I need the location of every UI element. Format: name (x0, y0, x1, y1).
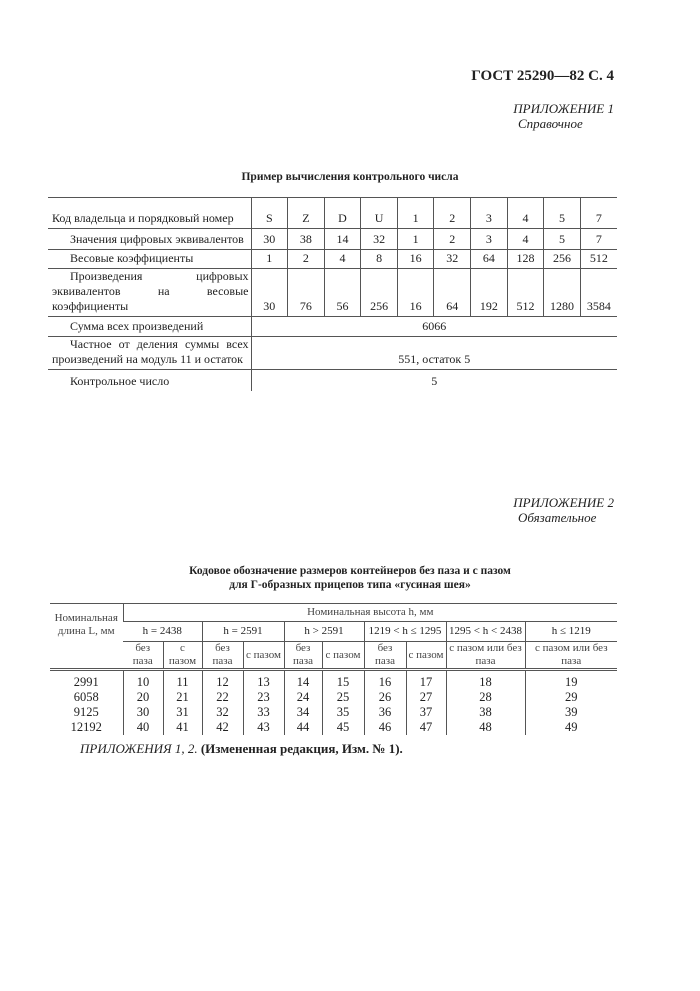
cell: 1 (397, 198, 434, 229)
cell: 30 (251, 229, 288, 250)
table-row (48, 198, 617, 229)
cell: 2 (434, 198, 471, 229)
cell: 8 (361, 250, 398, 269)
cell: 2 (288, 250, 325, 269)
quotient-value: 551, остаток 5 (251, 337, 617, 370)
groove-type: без паза (364, 642, 406, 670)
groove-type: без паза (123, 642, 163, 670)
quotient-row (48, 337, 617, 370)
cell: 76 (288, 269, 325, 317)
cell: 30 (251, 269, 288, 317)
code-cell: 11 (163, 670, 202, 690)
cell: 7 (580, 198, 617, 229)
container-size-code-table (50, 603, 617, 735)
code-cell: 31 (163, 705, 202, 720)
cell: 3584 (580, 269, 617, 317)
code-cell: 48 (446, 720, 525, 735)
cell: 512 (580, 250, 617, 269)
code-cell: 46 (364, 720, 406, 735)
cell: 32 (361, 229, 398, 250)
table-row (50, 720, 617, 735)
sum-label: Сумма всех произведений (48, 317, 251, 337)
code-cell: 17 (406, 670, 446, 690)
appendix1-label: ПРИЛОЖЕНИЕ 1 (513, 101, 614, 116)
sum-row (48, 317, 617, 337)
code-cell: 10 (123, 670, 163, 690)
cell: 5 (544, 198, 581, 229)
cell: 128 (507, 250, 544, 269)
groove-type: с пазом (406, 642, 446, 670)
code-cell: 13 (243, 670, 284, 690)
height-group: h ≤ 1219 (525, 622, 617, 642)
control-label: Контрольное число (70, 373, 170, 388)
note-bold: (Измененная редакция, Изм. № 1). (200, 741, 403, 756)
table-row (48, 229, 617, 250)
cell: 512 (507, 269, 544, 317)
code-cell: 39 (525, 705, 617, 720)
cell: 64 (434, 269, 471, 317)
appendix2-title-2: для Г-образных прицепов типа «гусиная шея» (229, 579, 471, 591)
code-cell: 38 (446, 705, 525, 720)
length-cell: 6058 (73, 689, 99, 704)
code-cell: 26 (364, 690, 406, 705)
cell: 256 (544, 250, 581, 269)
cell: 3 (471, 198, 508, 229)
code-cell: 36 (364, 705, 406, 720)
code-cell: 27 (406, 690, 446, 705)
code-cell: 24 (284, 690, 322, 705)
code-cell: 23 (243, 690, 284, 705)
cell: 16 (397, 250, 434, 269)
cell: D (324, 198, 361, 229)
row-label: Значения цифровых эквивалентов (48, 229, 251, 250)
cell: 1 (397, 229, 434, 250)
appendix2-title-1: Кодовое обозначение размеров контейнеров без паза и с пазом (189, 565, 511, 577)
groove-type: с пазом (163, 642, 202, 670)
cell: U (361, 198, 398, 229)
code-cell: 45 (322, 720, 364, 735)
code-cell: 41 (163, 720, 202, 735)
cell: 16 (397, 269, 434, 317)
cell: 64 (471, 250, 508, 269)
code-cell: 33 (243, 705, 284, 720)
code-cell: 32 (202, 705, 243, 720)
height-group: h = 2438 (123, 622, 202, 642)
code-cell: 18 (446, 670, 525, 690)
cell: Z (288, 198, 325, 229)
code-cell: 30 (123, 705, 163, 720)
groove-type: с пазом (322, 642, 364, 670)
code-cell: 47 (406, 720, 446, 735)
cell: 4 (324, 250, 361, 269)
table-row (48, 250, 617, 269)
code-cell: 16 (364, 670, 406, 690)
amendment-note (80, 741, 403, 757)
code-cell: 34 (284, 705, 322, 720)
appendix1-type: Справочное (518, 116, 583, 131)
length-cell: 12192 (70, 719, 102, 734)
table-row (50, 690, 617, 705)
length-header: Номинальная длина L, мм (50, 604, 123, 670)
code-cell: 40 (123, 720, 163, 735)
code-cell: 22 (202, 690, 243, 705)
code-cell: 35 (322, 705, 364, 720)
control-value: 5 (251, 370, 617, 391)
height-group: h > 2591 (284, 622, 364, 642)
cell: 14 (324, 229, 361, 250)
height-group: 1295 < h < 2438 (446, 622, 525, 642)
code-cell: 15 (322, 670, 364, 690)
height-header: Номинальная высота h, мм (123, 604, 617, 622)
note-italic: ПРИЛОЖЕНИЯ 1, 2. (80, 741, 198, 756)
height-group: h = 2591 (202, 622, 284, 642)
sum-value: 6066 (251, 317, 617, 337)
cell: 1 (251, 250, 288, 269)
table-row (50, 705, 617, 720)
groove-type: с пазом (243, 642, 284, 670)
control-number-table (48, 197, 617, 391)
groove-type: с пазом или без паза (525, 642, 617, 670)
length-cell: 9125 (73, 704, 99, 719)
cell: 32 (434, 250, 471, 269)
page-header: ГОСТ 25290—82 С. 4 (471, 68, 614, 84)
height-group: 1219 < h ≤ 1295 (364, 622, 446, 642)
cell: 38 (288, 229, 325, 250)
code-cell: 44 (284, 720, 322, 735)
cell: 7 (580, 229, 617, 250)
code-cell: 25 (322, 690, 364, 705)
cell: 2 (434, 229, 471, 250)
code-cell: 28 (446, 690, 525, 705)
table-row (48, 269, 617, 317)
code-cell: 29 (525, 690, 617, 705)
header-row (50, 604, 617, 622)
appendix2-label: ПРИЛОЖЕНИЕ 2 (513, 495, 614, 510)
groove-type: с пазом или без паза (446, 642, 525, 670)
cell: 1280 (544, 269, 581, 317)
subheader-row (50, 642, 617, 670)
length-cell: 2991 (73, 674, 99, 689)
code-cell: 49 (525, 720, 617, 735)
cell: 4 (507, 198, 544, 229)
appendix2-type: Обязательное (518, 510, 597, 525)
code-cell: 14 (284, 670, 322, 690)
appendix1-title: Пример вычисления контрольного числа (241, 171, 459, 183)
group-row (50, 622, 617, 642)
cell: 256 (361, 269, 398, 317)
code-cell: 37 (406, 705, 446, 720)
table-row (50, 670, 617, 690)
code-cell: 20 (123, 690, 163, 705)
groove-type: без паза (202, 642, 243, 670)
cell: 5 (544, 229, 581, 250)
code-cell: 19 (525, 670, 617, 690)
row-label: Весовые коэффициенты (48, 250, 251, 269)
quotient-label: Частное от деления суммы всех произведений на модуль 11 и остаток (48, 337, 251, 370)
cell: 192 (471, 269, 508, 317)
code-cell: 21 (163, 690, 202, 705)
code-cell: 12 (202, 670, 243, 690)
cell: 3 (471, 229, 508, 250)
groove-type: без паза (284, 642, 322, 670)
cell: 4 (507, 229, 544, 250)
code-cell: 43 (243, 720, 284, 735)
row-label: Произведения цифровых эквивалентов на весовые коэффициенты (48, 269, 251, 317)
code-cell: 42 (202, 720, 243, 735)
cell: 56 (324, 269, 361, 317)
control-row (48, 370, 617, 391)
row-label: Код владельца и порядковый номер (48, 198, 251, 229)
cell: S (251, 198, 288, 229)
